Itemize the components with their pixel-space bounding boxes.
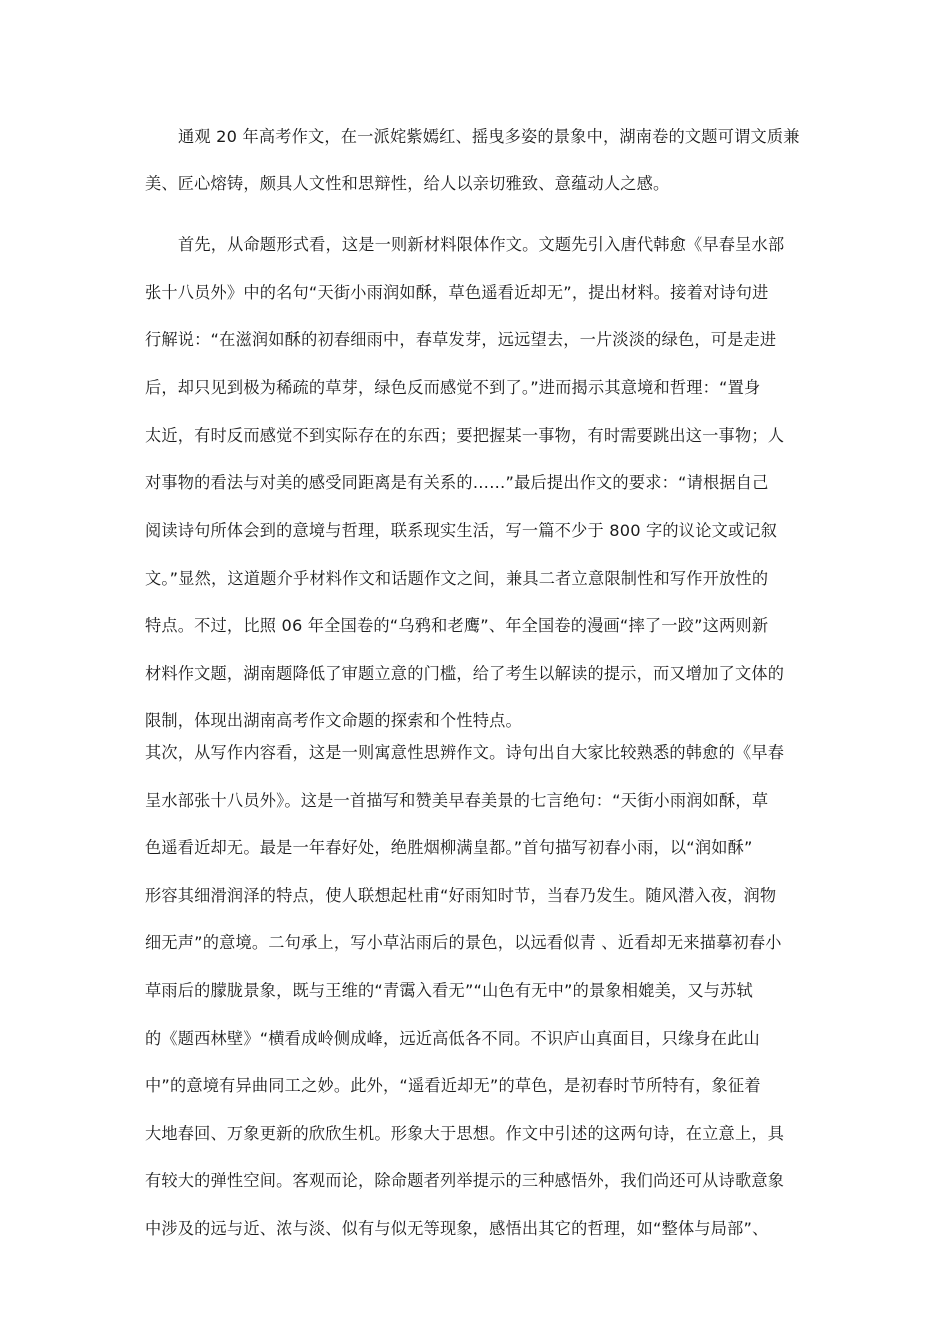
paragraph-2-line-8: 文。”显然，这道题介乎材料作文和话题作文之间，兼具二者立意限制性和写作开放性的 xyxy=(145,569,769,588)
paragraph-3-line-11: 中涉及的远与近、浓与淡、似有与似无等现象，感悟出其它的哲理，如“整体与局部”、 xyxy=(145,1219,769,1238)
paragraph-1-line-2: 美、匠心熔铸，颇具人文性和思辩性，给人以亲切雅致、意蕴动人之感。 xyxy=(145,174,670,193)
paragraph-3-line-10: 有较大的弹性空间。客观而论，除命题者列举提示的三种感悟外，我们尚还可从诗歌意象 xyxy=(145,1171,785,1190)
paragraph-2-line-3: 行解说：“在滋润如酥的初春细雨中，春草发芽，远远望去，一片淡淡的绿色，可是走进 xyxy=(145,330,777,349)
paragraph-2-line-10: 材料作文题，湖南题降低了审题立意的门槛，给了考生以解读的提示，而又增加了文体的 xyxy=(145,664,785,683)
paragraph-3-line-4: 形容其细滑润泽的特点，使人联想起杜甫“好雨知时节，当春乃发生。随风潜入夜，润物 xyxy=(145,886,777,905)
paragraph-3-line-1: 其次，从写作内容看，这是一则寓意性思辨作文。诗句出自大家比较熟悉的韩愈的《早春 xyxy=(145,743,785,762)
paragraph-2-line-9: 特点。不过，比照 06 年全国卷的“乌鸦和老鹰”、年全国卷的漫画“摔了一跤”这两则新 xyxy=(145,616,769,635)
paragraph-2-line-7: 阅读诗句所体会到的意境与哲理，联系现实生活，写一篇不少于 800 字的议论文或记叙 xyxy=(145,521,778,540)
paragraph-3-line-8: 中”的意境有异曲同工之妙。此外，“遥看近却无”的草色，是初春时节所特有，象征着 xyxy=(145,1076,761,1095)
paragraph-2-line-5: 太近，有时反而感觉不到实际存在的东西；要把握某一事物，有时需要跳出这一事物；人 xyxy=(145,426,785,445)
paragraph-2-line-2: 张十八员外》中的名句“天街小雨润如酥，草色遥看近却无”，提出材料。接着对诗句进 xyxy=(145,283,769,302)
paragraph-2-line-11: 限制，体现出湖南高考作文命题的探索和个性特点。 xyxy=(145,711,522,730)
paragraph-2-line-6: 对事物的看法与对美的感受同距离是有关系的……”最后提出作文的要求：“请根据自己 xyxy=(145,473,769,492)
paragraph-3-line-5: 细无声”的意境。二句承上，写小草沾雨后的景色，以远看似青 、近看却无来描摹初春小 xyxy=(145,933,782,952)
paragraph-3-line-7: 的《题西林壁》“横看成岭侧成峰，远近高低各不同。不识庐山真面目，只缘身在此山 xyxy=(145,1029,760,1048)
paragraph-2-line-4: 后，却只见到极为稀疏的草芽，绿色反而感觉不到了。”进而揭示其意境和哲理：“置身 xyxy=(145,378,761,397)
paragraph-3-line-3: 色遥看近却无。最是一年春好处，绝胜烟柳满皇都。”首句描写初春小雨，以“润如酥” xyxy=(145,838,753,857)
paragraph-3-line-9: 大地春回、万象更新的欣欣生机。形象大于思想。作文中引述的这两句诗，在立意上，具 xyxy=(145,1124,785,1143)
paragraph-3-line-6: 草雨后的朦胧景象，既与王维的“青霭入看无”“山色有无中”的景象相媲美，又与苏轼 xyxy=(145,981,753,1000)
paragraph-3-line-2: 呈水部张十八员外》。这是一首描写和赞美早春美景的七言绝句：“天街小雨润如酥，草 xyxy=(145,791,769,810)
paragraph-2-line-1: 首先，从命题形式看，这是一则新材料限体作文。文题先引入唐代韩愈《早春呈水部 xyxy=(178,235,785,254)
paragraph-1-line-1: 通观 20 年高考作文，在一派姹紫嫣红、摇曳多姿的景象中，湖南卷的文题可谓文质兼 xyxy=(178,127,800,146)
